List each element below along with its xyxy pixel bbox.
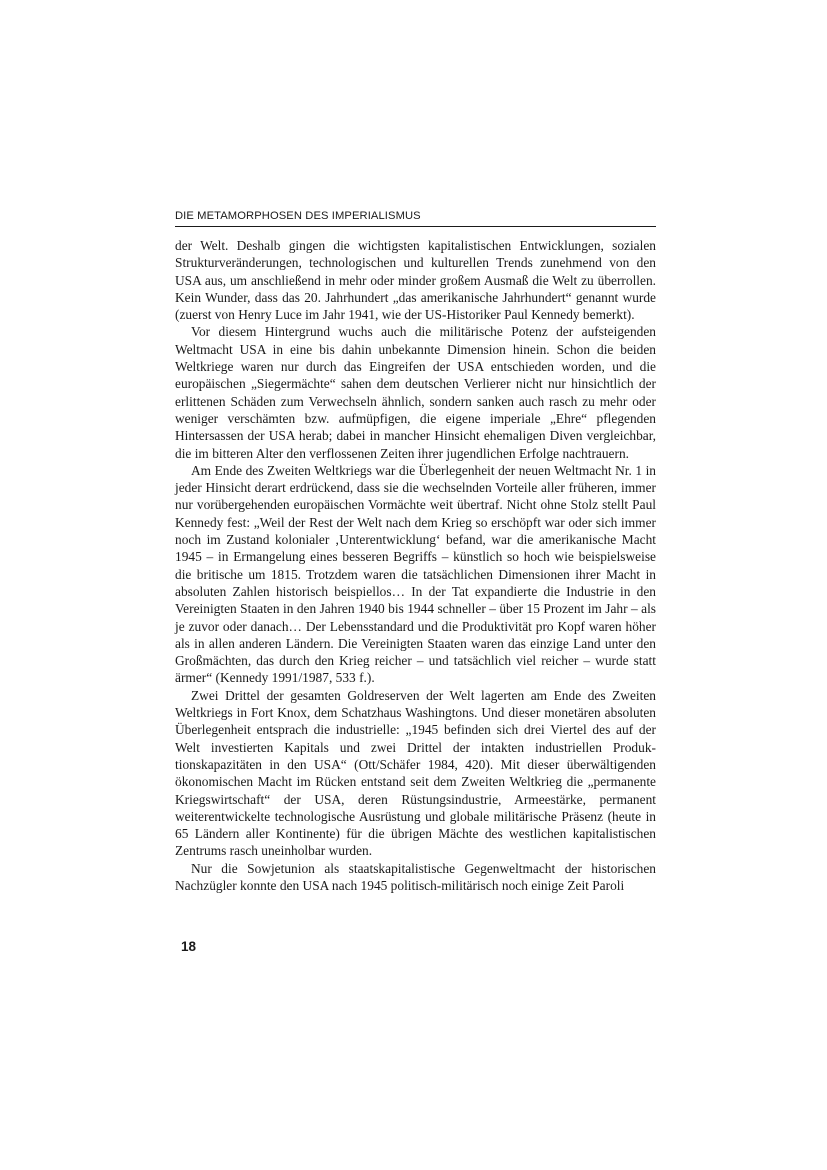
body-text	[175, 237, 656, 894]
paragraph: Zwei Drittel der gesamten Goldreserven der Welt lagerten am Ende des Zweiten Weltkriegs in Fort Knox, dem Schatzhaus Washingtons. Und dieser monetären absoluten Überlegenheit entsprach die industrielle: „1945 befinden sich drei Viertel des auf der Welt investierten Kapitals und zwei Drittel der intakten industriellen Produktionskapazitäten in den USA“ (Ott/Schäfer 1984, 420). Mit dieser überwältigenden ökonomischen Macht im Rücken entstand seit dem Zweiten Weltkrieg die „permanente Kriegswirtschaft“ der USA, deren Rüstungsindustrie, Armeestärke, permanent weiterentwickelte technologische Ausrüstung und globale militärische Präsenz (heute in 65 Ländern aller Kontinente) für die übrigen Mächte des westlichen kapitalistischen Zentrums rasch uneinholbar wurden.	[175, 687, 656, 859]
paragraph: Am Ende des Zweiten Weltkriegs war die Überlegenheit der neuen Weltmacht Nr. 1 in jeder Hinsicht derart erdrückend, dass sie die wechselnden Vorteile aller früheren, immer nur vorübergehenden europäischen Vormächte weit übertraf. Nicht ohne Stolz stellt Paul Kennedy fest: „Weil der Rest der Welt nach dem Krieg so erschöpft war oder sich immer noch im Zustand kolonialer ‚Unterentwicklung‘ befand, war die amerikanische Macht 1945 – in Ermangelung eines besseren Begriffs – künstlich so hoch wie beispielsweise die britische um 1815. Trotzdem waren die tatsächlichen Dimensionen ihrer Macht in absoluten Zahlen historisch beispiellos… In der Tat expandierte die Industrie in den Vereinigten Staaten in den Jahren 1940 bis 1944 schneller – über 15 Prozent im Jahr – als je zuvor oder danach… Der Lebensstandard und die Produktivität pro Kopf waren höher als in allen anderen Ländern. Die Vereinigten Staaten waren das einzige Land unter den Großmächten, das durch den Krieg reicher – und tatsächlich viel reicher – wurde statt ärmer“ (Kennedy 1991/1987, 533 f.).	[175, 462, 656, 686]
running-head: DIE METAMORPHOSEN DES IMPERIALISMUS	[175, 209, 656, 227]
paragraph: Vor diesem Hintergrund wuchs auch die militärische Potenz der aufsteigenden Weltmacht USA in eine bis dahin unbekannte Dimension hinein. Schon die beiden Weltkriege waren nur durch das Eingreifen der USA entschieden worden, und die europäischen „Siegermächte“ sahen dem deutschen Verlierer nicht nur hinsichtlich der erlittenen Schäden zum Verwechseln ähnlich, sondern sanken auch rasch zu mehr oder weniger verschämten bzw. aufmüpfigen, die eigene imperiale „Ehre“ pflegenden Hintersassen der USA herab; dabei in mancher Hinsicht ehemaligen Diven vergleichbar, die im bitteren Alter den verflossenen Zeiten ihrer jugendlichen Erfolge nachtrauern.	[175, 324, 656, 461]
page-number: 18	[181, 939, 197, 954]
paragraph: der Welt. Deshalb gingen die wichtigsten kapitalistischen Entwicklungen, sozialen Strukturveränderungen, technologischen und kulturellen Trends zunehmend von den USA aus, um anschließend in mehr oder minder großem Ausmaß die Welt zu überrollen. Kein Wunder, dass das 20. Jahrhundert „das amerikanische Jahrhundert“ genannt wurde (zuerst von Henry Luce im Jahr 1941, wie der US-Historiker Paul Kennedy bemerkt).	[175, 238, 656, 323]
paragraph: Nur die Sowjetunion als staatskapitalistische Gegenweltmacht der historischen Nachzügler konnte den USA nach 1945 politisch-militärisch noch einige Zeit Paroli	[175, 860, 656, 893]
page-content	[175, 209, 656, 894]
